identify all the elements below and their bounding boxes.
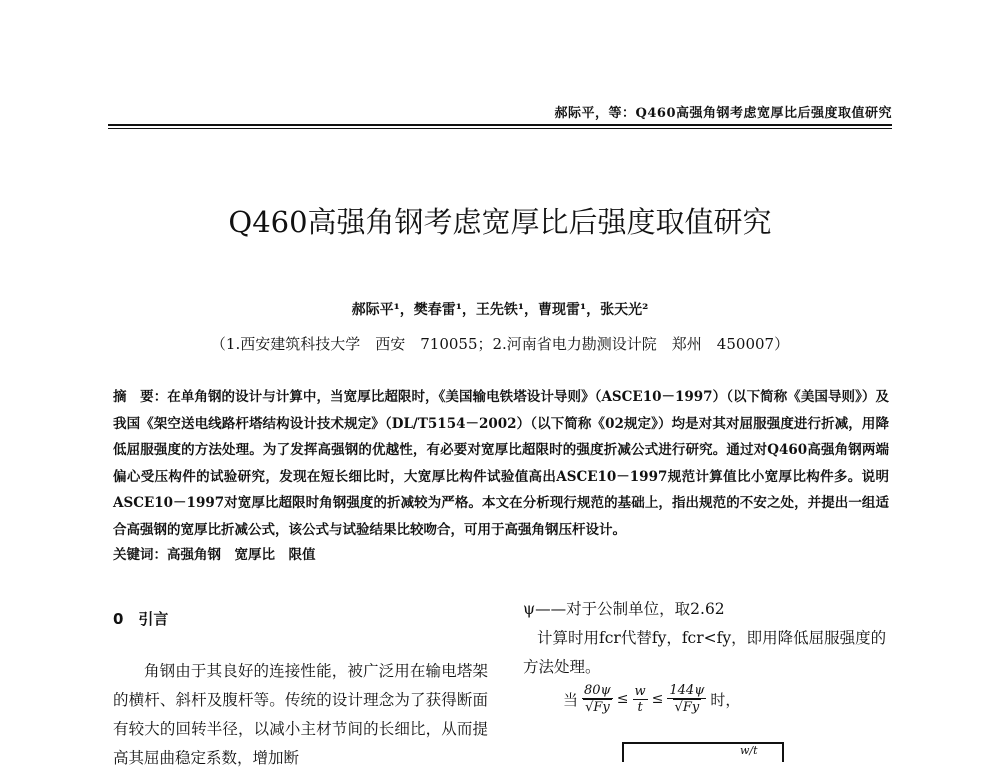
- abstract: [113, 384, 889, 543]
- bracket-label: w/t: [740, 744, 758, 757]
- fraction-numerator: w: [634, 683, 646, 699]
- abstract-text: 在单角钢的设计与计算中，当宽厚比超限时，《美国输电铁塔设计导则》（ASCE10－1997）（以下简称《美国导则》）及我国《架空送电线路杆塔结构设计技术规定》（DL/T5154－2002）（以下简称《02规定》）均是对其对屈服强度进行折减，用降低屈服强度的方法处理。为了发挥高强钢的优越性，有必要对宽厚比超限时的强度折减公式进行研究。通过对Q460高强角钢两端偏心受压构件的试验研究，发现在短长细比时，大宽厚比构件试验值高出ASCE10－1997规范计算值比小宽厚比构件多。说明ASCE10－1997对宽厚比超限时角钢强度的折减较为严格。本文在分析现行规范的基础上，指出规范的不安之处，并提出一组适合高强钢的宽厚比折减公式，该公式与试验结果比较吻合，可用于高强角钢压杆设计。: [113, 389, 889, 538]
- formula-prefix: 当: [563, 690, 579, 709]
- fraction-numerator: 144ψ: [669, 683, 705, 698]
- fraction-denominator: √Fy: [585, 700, 610, 715]
- right-column: [523, 595, 895, 682]
- keywords: [113, 543, 316, 563]
- le-sign: ≤: [616, 691, 629, 707]
- fraction-denominator: t: [637, 699, 643, 715]
- formula-bracket: [622, 742, 784, 762]
- header-rule: [108, 124, 892, 128]
- fraction-lower-bound: [582, 683, 613, 715]
- section-heading-intro: 0 引言: [113, 610, 169, 628]
- left-column: [113, 608, 488, 773]
- formula-suffix: 时，: [710, 690, 741, 709]
- fraction-denominator: √Fy: [674, 700, 700, 715]
- affiliation: （1.西安建筑科技大学 西安 710055；2.河南省电力勘测设计院 郑州 450007）: [210, 335, 790, 353]
- keywords-text: 高强角钢 宽厚比 限值: [167, 547, 316, 563]
- fraction-w-t: [633, 684, 648, 715]
- fcr-explanation: 计算时用fcr代替fy，fcr<fy，即用降低屈服强度的方法处理。: [523, 629, 887, 676]
- running-header: 郝际平，等：Q460高强角钢考虑宽厚比后强度取值研究: [554, 106, 892, 121]
- abstract-label: 摘 要：: [113, 389, 168, 405]
- intro-paragraph: 角钢由于其良好的连接性能，被广泛用在输电塔架的横杆、斜杆及腹杆等。传统的设计理念为了获得断面有较大的回转半径，以减小主材节间的长细比，从而提高其屈曲稳定系数，增加断: [113, 662, 488, 767]
- author-list: 郝际平¹，樊春雷¹，王先铁¹，曹现雷¹，张天光²: [351, 302, 649, 318]
- psi-definition: ψ——对于公制单位，取2.62: [523, 600, 725, 618]
- keywords-label: 关键词：: [113, 547, 167, 563]
- le-sign: ≤: [651, 691, 664, 707]
- paper-title: Q460高强角钢考虑宽厚比后强度取值研究: [228, 205, 772, 239]
- fraction-numerator: 80ψ: [584, 683, 611, 698]
- fraction-upper-bound: [667, 683, 706, 715]
- width-thickness-formula: [563, 683, 740, 715]
